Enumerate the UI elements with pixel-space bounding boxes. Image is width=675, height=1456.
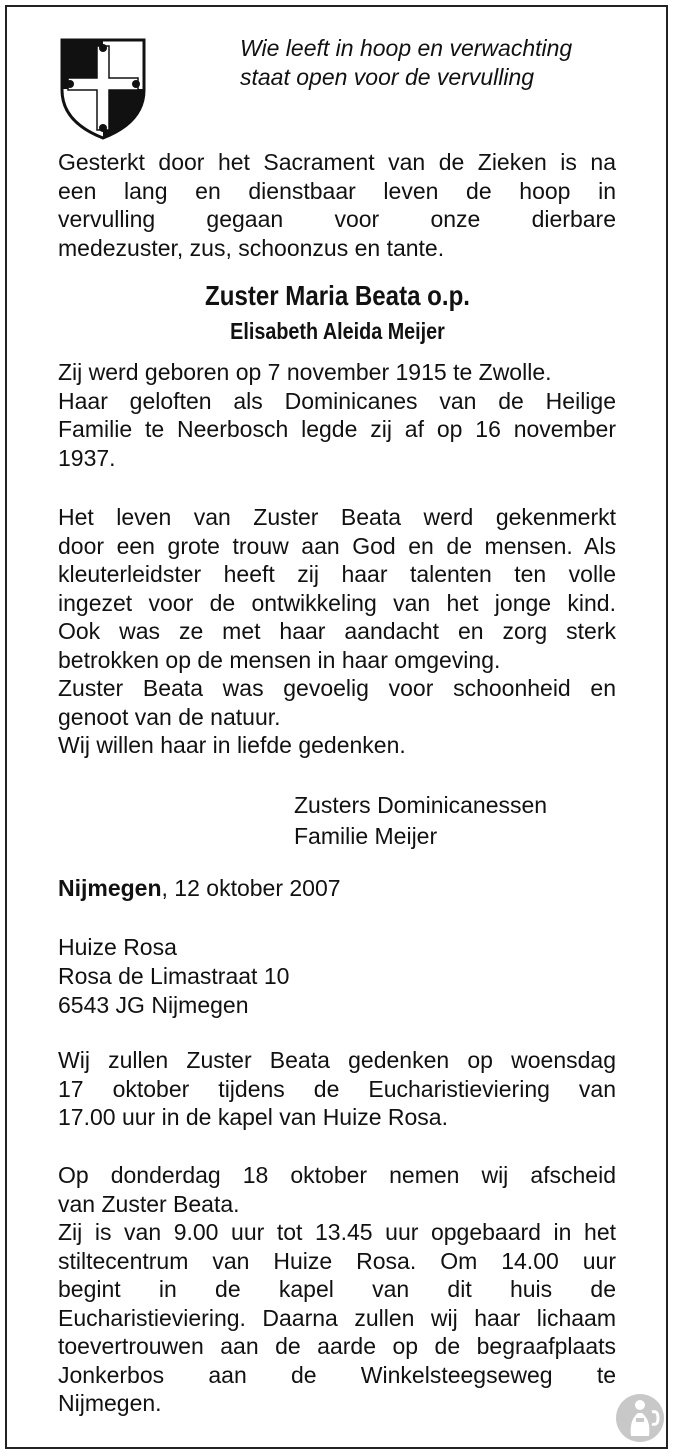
- farewell-paragraph: [58, 1161, 616, 1418]
- text-line: ingezet voor de ontwikkeling van het jonge kind.: [58, 589, 616, 616]
- dominican-shield-icon: [60, 38, 146, 140]
- text-line: Het leven van Zuster Beata werd gekenmerkt: [58, 504, 616, 530]
- text-line: Gesterkt door het Sacrament van de Zieken is na: [58, 149, 616, 175]
- memorial-paragraph: [58, 1046, 616, 1132]
- text-line: Op donderdag 18 oktober nemen wij afscheid: [58, 1162, 616, 1188]
- text-line: Wij willen haar in liefde gedenken.: [58, 732, 406, 758]
- address-line: Rosa de Limastraat 10: [58, 963, 290, 989]
- text-line: Zij is van 9.00 uur tot 13.45 uur opgebaard in het: [58, 1219, 616, 1245]
- text-line: een lang en dienstbaar leven de hoop in: [58, 177, 616, 204]
- text-line: begint in de kapel van dit huis de: [58, 1276, 616, 1302]
- motto-line: staat open voor de vervulling: [240, 64, 535, 90]
- memorial-figure-logo-icon: [614, 1392, 666, 1444]
- life-paragraph: [58, 503, 616, 760]
- motto-line: Wie leeft in hoop en verwachting: [240, 35, 573, 61]
- motto: [240, 34, 572, 92]
- text-line: Zij werd geboren op 7 november 1915 te Zwolle.: [58, 359, 552, 385]
- text-line: betrokken op de mensen in haar omgeving.: [58, 646, 501, 673]
- birth-paragraph: [58, 358, 616, 472]
- text-line: vervulling gegaan voor onze dierbare: [58, 206, 616, 232]
- text-line: Zuster Beata was gevoelig voor schoonheid en: [58, 675, 616, 701]
- signatory: Zusters Dominicanessen: [294, 792, 548, 818]
- text-line: genoot van de natuur.: [58, 703, 281, 730]
- place-date: [58, 875, 341, 902]
- address: [58, 933, 289, 1020]
- text-line: Ook was ze met haar aandacht en zorg sterk: [58, 618, 616, 644]
- text-line: Familie te Neerbosch legde zij af op 16 november: [58, 416, 616, 442]
- text-line: Haar geloften als Dominicanes van de Heilige: [58, 387, 616, 414]
- text-line: Nijmegen.: [58, 1390, 162, 1416]
- text-line: toevertrouwen aan de aarde op de begraafplaats: [58, 1333, 616, 1359]
- religious-name: Zuster Maria Beata o.p.: [205, 280, 470, 311]
- text-line: kleuterleidster heeft zij haar talenten ten volle: [58, 561, 616, 587]
- text-line: stiltecentrum van Huize Rosa. Om 14.00 uur: [58, 1247, 616, 1274]
- text-line: Eucharistieviering. Daarna zullen wij haar lichaam: [58, 1304, 616, 1331]
- signatories: [294, 790, 547, 852]
- text-line: medezuster, zus, schoonzus en tante.: [58, 234, 445, 261]
- civil-name: Elisabeth Aleida Meijer: [230, 318, 445, 344]
- address-line: Huize Rosa: [58, 934, 177, 960]
- text-line: door een grote trouw aan God en de mensen. Als: [58, 532, 616, 559]
- place-city: Nijmegen: [58, 875, 162, 901]
- text-line: 17.00 uur in de kapel van Huize Rosa.: [58, 1104, 448, 1130]
- address-line: 6543 JG Nijmegen: [58, 992, 249, 1018]
- text-line: 1937.: [58, 444, 116, 471]
- text-line: Wij zullen Zuster Beata gedenken op woensdag: [58, 1047, 616, 1073]
- text-line: 17 oktober tijdens de Eucharistieviering van: [58, 1075, 616, 1102]
- signatory: Familie Meijer: [294, 823, 438, 849]
- text-line: Jonkerbos aan de Winkelsteegseweg te: [58, 1361, 616, 1388]
- text-line: van Zuster Beata.: [58, 1190, 240, 1217]
- intro-paragraph: [58, 148, 616, 262]
- place-date-text: , 12 oktober 2007: [161, 875, 341, 901]
